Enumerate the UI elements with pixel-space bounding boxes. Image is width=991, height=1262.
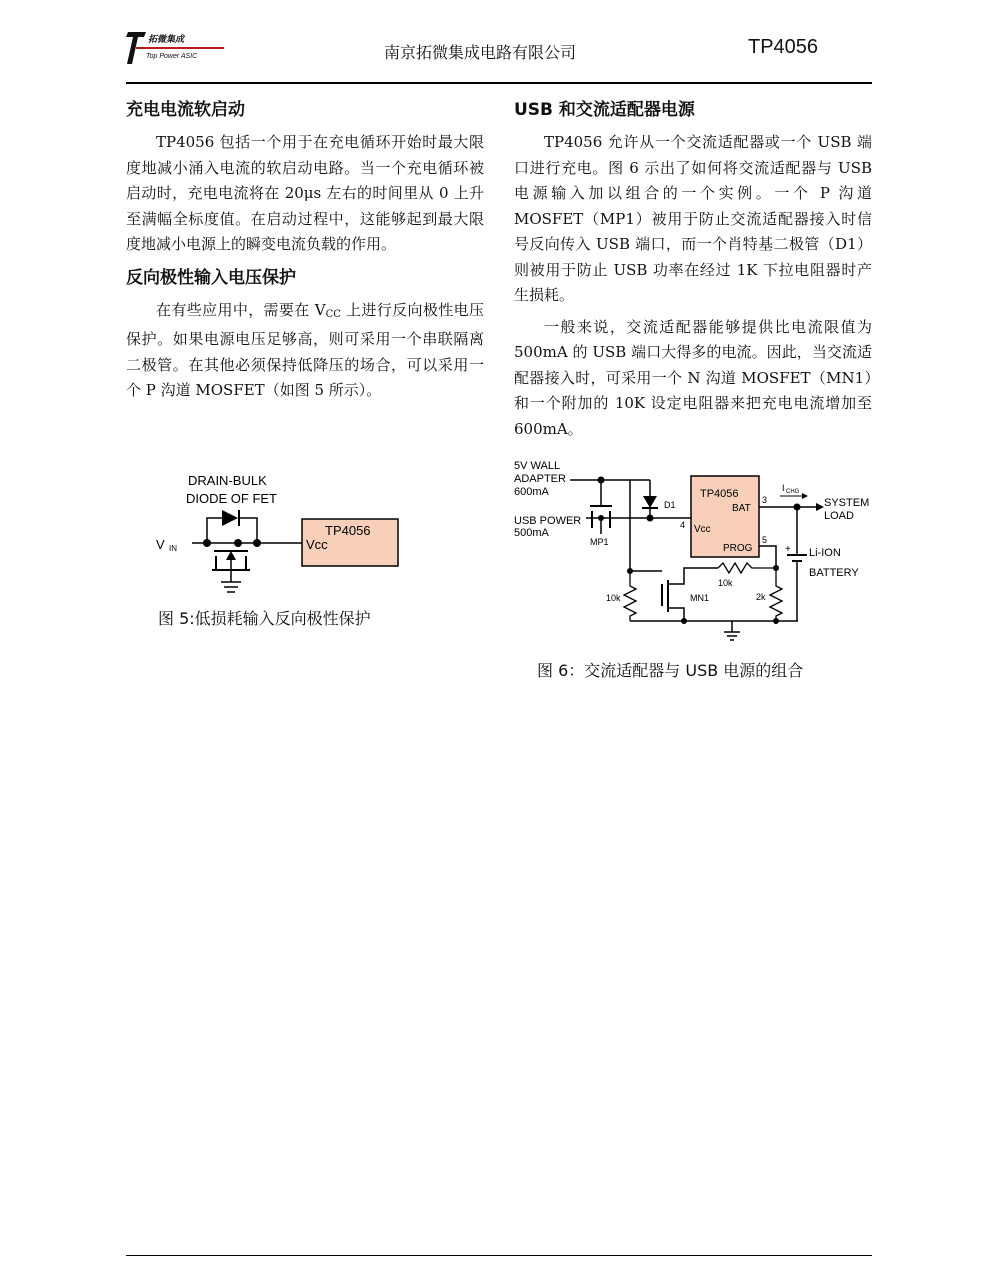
chip-label: TP4056 — [325, 523, 371, 538]
paragraph-usb-ac-2: 一般来说，交流适配器能够提供比电流限值为 500mA 的 USB 端口大得多的电流。因此，当交流适配器接入时，可采用一个 N 沟道 MOSFET（MN1）和一个附加的 10K 设定电阻器来把充电电流增加至 600mA。 — [514, 317, 872, 438]
figure-5-circuit — [150, 470, 410, 602]
pin-prog-label: PROG — [723, 543, 753, 554]
battery-plus: + — [785, 544, 791, 555]
label-system-2: LOAD — [824, 510, 854, 522]
label-10k-top: 10k — [718, 578, 733, 588]
paragraph-soft-start: TP4056 包括一个用于在充电循环开始时最大限度地减小涌入电流的软启动电路。当一个充电循环被启动时，充电电流将在 20μs 左右的时间里从 0 上升至满幅全标度值。在启动过程中，这能够起到最大限度地减小电源上的瞬变电流负载的作用。 — [126, 133, 484, 253]
footer-rule — [126, 1255, 872, 1256]
diode-icon — [222, 510, 238, 526]
section-heading-usb-ac: USB 和交流适配器电源 — [514, 100, 695, 120]
text-part-b: 上进行反向极性电压保护。如果电源电压足够高，则可采用一个串联隔离二极管。在其他必须保持低降压的场合，可以采用一个 P 沟道 MOSFET（如图 5 所示）。 — [126, 300, 484, 399]
part-number: TP4056 — [748, 36, 819, 58]
label-wall-2: ADAPTER — [514, 473, 566, 485]
node-2 — [234, 539, 242, 547]
vcc-pin-label: Vcc — [306, 537, 328, 552]
arrow-icon — [816, 503, 824, 511]
section-heading-soft-start: 充电电流软启动 — [126, 100, 245, 120]
resistor-10k-top — [718, 563, 776, 573]
text-part-a: 在有些应用中，需要在 V — [156, 300, 326, 319]
logo-text-cn: 拓微集成 — [148, 34, 185, 44]
figure-6-caption: 图 6：交流适配器与 USB 电源的组合 — [537, 661, 804, 680]
pin-3: 3 — [762, 495, 768, 505]
label-vin-sub: IN — [169, 544, 177, 553]
pin-5: 5 — [762, 535, 768, 545]
label-10k-left: 10k — [606, 593, 621, 603]
label-wall-1: 5V WALL — [514, 460, 561, 472]
paragraph-reverse-polarity — [126, 298, 484, 404]
figure-6-circuit — [512, 456, 874, 646]
label-liion-2: BATTERY — [809, 567, 859, 579]
label-2k: 2k — [756, 592, 766, 602]
pin-4: 4 — [680, 520, 686, 530]
company-logo — [126, 28, 236, 68]
label-vin: V — [156, 537, 165, 552]
d1-diode-icon — [643, 496, 657, 508]
left-column — [126, 96, 484, 410]
chip-label: TP4056 — [700, 488, 739, 500]
logo-stripe — [136, 47, 224, 49]
label-usb-2: 500mA — [514, 527, 549, 539]
header-rule — [126, 82, 872, 84]
paragraph-usb-ac-1: TP4056 允许从一个交流适配器或一个 USB 端口进行充电。图 6 示出了如何将交流适配器与 USB 电源输入加以组合的一个实例。一个 P 沟道 MOSFET（MP1）被用于防止交流适配器接入时信号反向传入 USB 端口，而一个肖特基二极管（D1）则被用于防止 USB 功率在经过 1K 下拉电阻器时产生损耗。 — [514, 133, 872, 304]
pin-bat-label: BAT — [732, 503, 751, 514]
label-mp1: MP1 — [590, 537, 609, 547]
ichg-sub: CHG — [786, 489, 800, 495]
section-heading-reverse-polarity: 反向极性输入电压保护 — [126, 267, 296, 288]
label-wall-3: 600mA — [514, 486, 549, 498]
resistor-10k-left — [624, 571, 636, 621]
figure-5-caption: 图 5:低损耗输入反向极性保护 — [158, 609, 371, 628]
label-system-1: SYSTEM — [824, 497, 870, 509]
fet-arrow-icon — [226, 551, 236, 560]
resistor-2k — [770, 568, 782, 621]
label-diode-of-fet: DIODE OF FET — [186, 491, 277, 506]
label-liion-1: Li-ION — [809, 547, 841, 559]
label-drain-bulk: DRAIN-BULK — [188, 473, 267, 488]
company-name: 南京拓微集成电路有限公司 — [383, 43, 576, 62]
label-mn1: MN1 — [690, 593, 710, 603]
label-d1: D1 — [664, 500, 676, 510]
ichg-label: I — [782, 483, 785, 493]
vcc-subscript: CC — [325, 308, 341, 320]
logo-text-en: Top Power ASIC — [146, 53, 198, 60]
right-column — [514, 96, 872, 448]
pin-vcc-label: Vcc — [694, 524, 711, 535]
label-usb-1: USB POWER — [514, 515, 582, 527]
